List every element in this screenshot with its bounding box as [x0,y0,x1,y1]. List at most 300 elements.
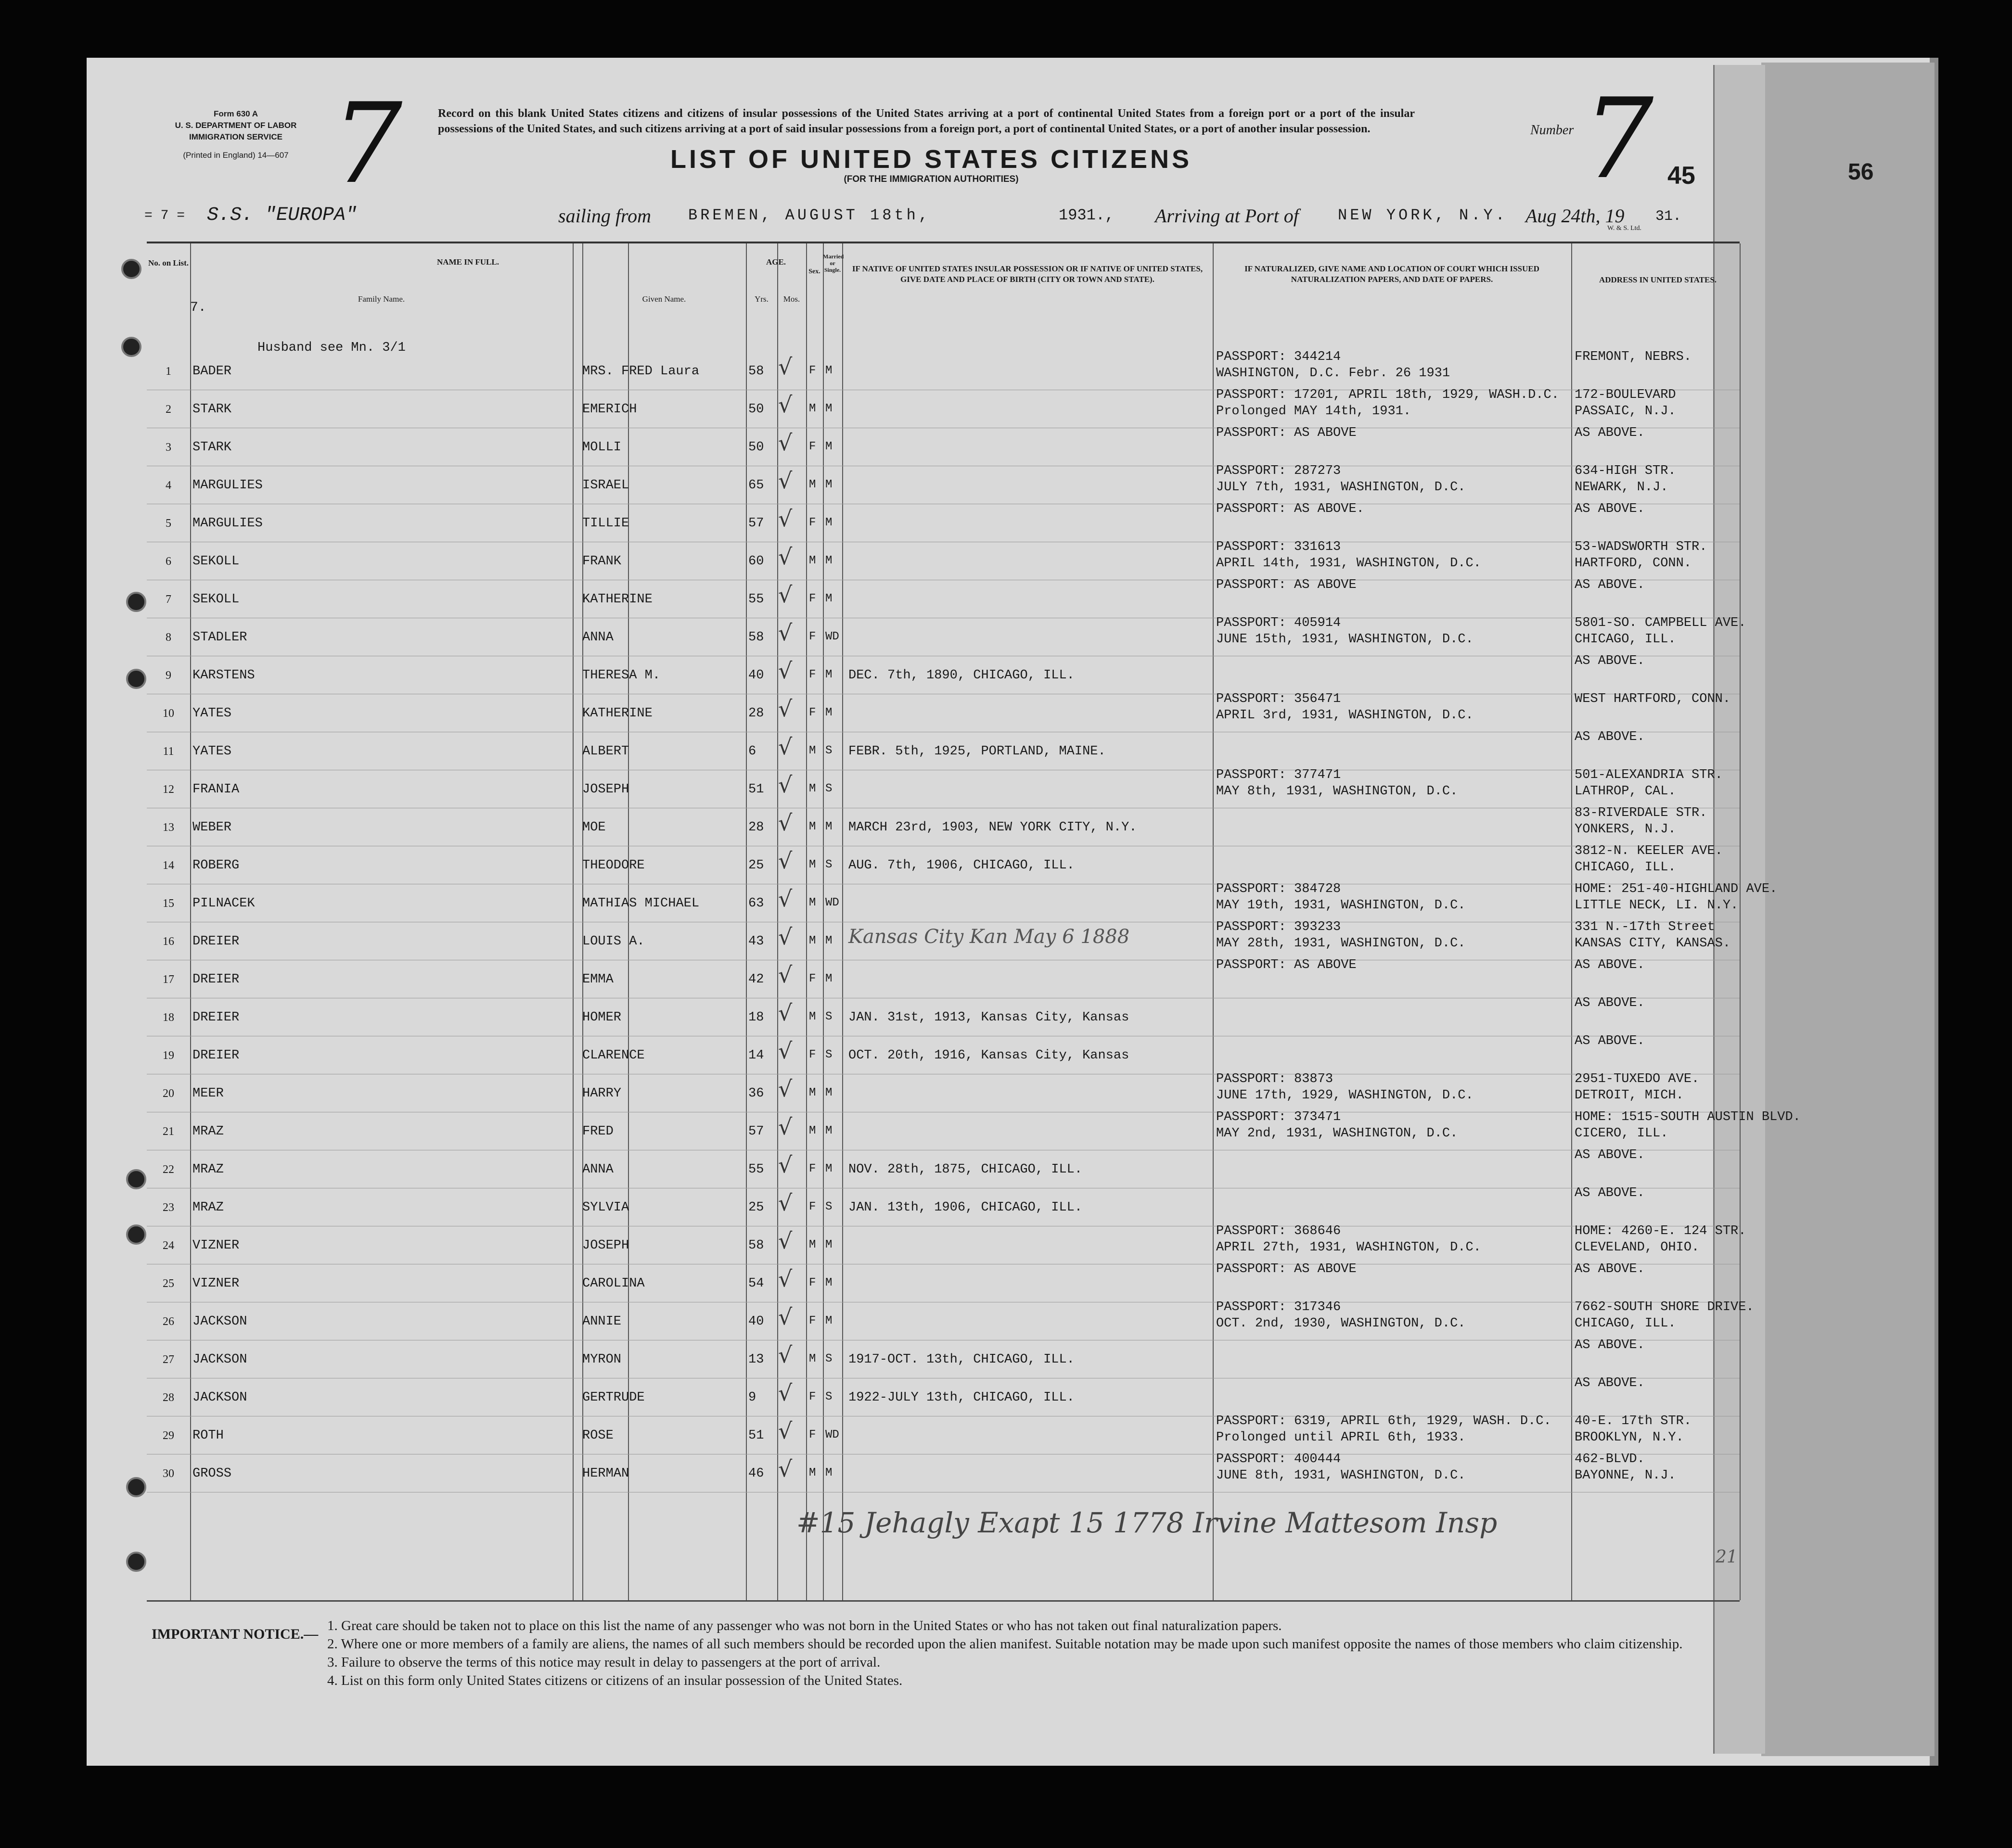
given-name: FRANK [582,554,622,569]
birth-info: Kansas City Kan May 6 1888 [848,926,1130,948]
birth-info: FEBR. 5th, 1925, PORTLAND, MAINE. [848,744,1106,759]
given-name: GERTRUDE [582,1390,645,1405]
checkmark-icon: √ [778,392,793,418]
age-years: 9 [748,1390,756,1405]
age-years: 6 [748,744,756,759]
family-name: MRAZ [192,1124,224,1139]
address-line-2: CHICAGO, ILL. [1575,1316,1676,1331]
birth-info: 1922-JULY 13th, CHICAGO, ILL. [848,1390,1075,1405]
naturalization-line-2: WASHINGTON, D.C. Febr. 26 1931 [1216,366,1450,381]
checkmark-icon: √ [778,772,793,798]
sex: F [809,1276,816,1289]
age-years: 58 [748,364,764,379]
header-address: ADDRESS IN UNITED STATES. [1599,275,1717,284]
checkmark-icon: √ [778,1076,793,1102]
table-row [147,732,1740,770]
table-row [147,542,1740,580]
age-years: 54 [748,1276,764,1291]
marital-status: WD [825,896,839,909]
marital-status: M [825,1466,833,1479]
family-name: STARK [192,402,232,417]
address-line-2: YONKERS, N.J. [1575,822,1676,837]
age-years: 40 [748,668,764,683]
marital-status: M [825,516,833,529]
naturalization-line-2: APRIL 27th, 1931, WASHINGTON, D.C. [1216,1240,1481,1255]
address-line-1: 5801-SO. CAMPBELL AVE. [1575,616,1746,630]
punch-hole [126,669,146,689]
given-name: MOE [582,820,606,835]
age-years: 57 [748,1124,764,1139]
marital-status: S [825,782,833,795]
sailing-from-label: sailing from [558,205,651,227]
marital-status: M [825,440,833,453]
checkmark-icon: √ [778,1038,793,1064]
address-line-2: NEWARK, N.J. [1575,480,1668,495]
naturalization-line-2: Prolonged MAY 14th, 1931. [1216,404,1411,419]
marital-status: M [825,706,833,719]
age-years: 51 [748,782,764,797]
sex: M [809,1086,816,1099]
sex: M [809,1124,816,1137]
table-row [147,580,1740,618]
address-line-2: LITTLE NECK, LI. N.Y. [1575,898,1739,913]
row-number: 10 [163,707,174,720]
row-number: 13 [163,821,174,834]
naturalization-line-1: PASSPORT: AS ABOVE [1216,426,1357,440]
voyage-line [144,204,1708,233]
sex: M [809,858,816,871]
sex: M [809,1466,816,1479]
checkmark-icon: √ [778,734,793,760]
marital-status: M [825,1124,833,1137]
service: IMMIGRATION SERVICE [189,132,282,141]
header-age: AGE. [766,257,786,267]
checkmark-icon: √ [778,848,793,874]
punch-hole [126,1552,146,1572]
address-line-1: 53-WADSWORTH STR. [1575,540,1707,554]
naturalization-line-1: PASSPORT: AS ABOVE [1216,1262,1357,1276]
notice-item: 2. Where one or more members of a family are aliens, the names of all such members should be recorded upon the alien manifest. Suitable notation may be made upon such manifest opposite the names of those members who claim citizenship. [327,1636,1683,1652]
form-number: Form 630 A [214,109,258,118]
row-number: 26 [163,1315,174,1328]
birth-info: JAN. 31st, 1913, Kansas City, Kansas [848,1010,1129,1025]
checkmark-icon: √ [778,1228,793,1254]
given-name: KATHERINE [582,706,653,721]
stamp-56: 56 [1848,159,1874,185]
family-name: DREIER [192,972,240,987]
given-name: ROSE [582,1428,614,1443]
age-years: 58 [748,630,764,645]
age-years: 65 [748,478,764,493]
naturalization-line-1: PASSPORT: 384728 [1216,882,1341,896]
row-number: 14 [163,859,174,872]
address-line-2: KANSAS CITY, KANSAS. [1575,936,1731,951]
family-name: MARGULIES [192,516,263,531]
age-years: 14 [748,1048,764,1063]
family-name: BADER [192,364,232,379]
table-row [147,616,1746,656]
table-row [147,656,1740,694]
family-name: KARSTENS [192,668,255,683]
given-name: ISRAEL [582,478,629,493]
punch-hole [121,337,141,357]
address-line-1: 2951-TUXEDO AVE. [1575,1072,1700,1086]
table-row [147,1036,1740,1074]
list-mark-handwritten: 7 [332,80,403,208]
sex: F [809,630,816,643]
family-name: VIZNER [192,1238,240,1253]
marital-status: M [825,934,833,947]
checkmark-icon: √ [778,1000,793,1026]
punch-hole [126,1477,146,1497]
age-years: 57 [748,516,764,531]
naturalization-line-1: PASSPORT: 317346 [1216,1300,1341,1314]
naturalization-line-1: PASSPORT: AS ABOVE. [1216,502,1364,516]
sex: F [809,706,816,719]
address-line-2: DETROIT, MICH. [1575,1088,1684,1103]
sex: M [809,478,816,491]
age-years: 58 [748,1238,764,1253]
marital-status: M [825,1162,833,1175]
sex: F [809,1200,816,1213]
age-years: 60 [748,554,764,569]
row-number: 2 [166,403,171,416]
marital-status: S [825,1352,833,1365]
address-line-1: AS ABOVE. [1575,502,1645,516]
checkmark-icon: √ [778,696,793,722]
address-line-1: AS ABOVE. [1575,654,1645,668]
family-name: JACKSON [192,1314,247,1329]
naturalization-line-1: PASSPORT: 83873 [1216,1072,1333,1086]
given-name: CLARENCE [582,1048,645,1063]
birth-info: 1917-OCT. 13th, CHICAGO, ILL. [848,1352,1075,1367]
page-subtitle: (FOR THE IMMIGRATION AUTHORITIES) [844,174,1019,184]
row-number: 19 [163,1049,174,1062]
number-label: Number [1530,123,1574,138]
row-number: 9 [166,669,171,682]
table-row [147,1110,1801,1150]
address-line-2: LATHROP, CAL. [1575,784,1676,799]
marital-status: S [825,744,833,757]
marital-status: M [825,478,833,491]
row-number: 15 [163,897,174,910]
notice-list [327,1617,1723,1690]
row-number: 3 [166,441,171,454]
address-line-1: FREMONT, NEBRS. [1575,350,1692,364]
address-line-1: 172-BOULEVARD [1575,388,1676,402]
sex: F [809,516,816,529]
checkmark-icon: √ [778,658,793,684]
given-name: THEODORE [582,858,645,873]
stamp-45: 45 [1667,162,1695,190]
checkmark-icon: √ [778,544,793,570]
row-number: 28 [163,1391,174,1404]
address-line-1: AS ABOVE. [1575,578,1645,592]
given-name: EMERICH [582,402,637,417]
address-line-1: HOME: 4260-E. 124 STR. [1575,1224,1746,1238]
marital-status: S [825,1048,833,1061]
given-name: FRED [582,1124,614,1139]
table-row [147,1264,1740,1302]
family-name: DREIER [192,934,240,949]
punch-hole [126,1169,146,1189]
sex: M [809,934,816,947]
marital-status: S [825,1010,833,1023]
given-name: MYRON [582,1352,622,1367]
form-identifier [135,108,337,161]
address-line-2: CHICAGO, ILL. [1575,632,1676,647]
row-number: 22 [163,1163,174,1176]
sex: M [809,402,816,415]
marital-status: S [825,858,833,871]
family-name: MEER [192,1086,224,1101]
address-line-1: HOME: 1515-SOUTH AUSTIN BLVD. [1575,1110,1801,1124]
given-name: LOUIS A. [582,934,645,949]
given-name: ANNA [582,630,614,645]
table-row [147,1224,1746,1264]
family-name: STARK [192,440,232,455]
given-name: ANNA [582,1162,614,1177]
given-name: MATHIAS MICHAEL [582,896,700,911]
naturalization-line-2: JUNE 8th, 1931, WASHINGTON, D.C. [1216,1468,1466,1483]
sex: F [809,1048,816,1061]
age-years: 28 [748,820,764,835]
family-name: PILNACEK [192,896,255,911]
given-name: EMMA [582,972,614,987]
table-row [147,1378,1740,1416]
checkmark-icon: √ [778,1342,793,1368]
year-from: 1931., [1059,206,1115,224]
sex: F [809,1390,816,1403]
naturalization-line-1: PASSPORT: 377471 [1216,768,1341,782]
checkmark-icon: √ [778,430,793,456]
header-family: Family Name. [358,294,405,304]
address-line-2: CLEVELAND, OHIO. [1575,1240,1700,1255]
address-line-1: AS ABOVE. [1575,1186,1645,1200]
given-name: JOSEPH [582,1238,629,1253]
address-line-1: 331 N.-17th Street [1575,920,1715,934]
naturalization-line-2: APRIL 14th, 1931, WASHINGTON, D.C. [1216,556,1481,571]
checkmark-icon: √ [778,1190,793,1216]
given-name: ALBERT [582,744,629,759]
sex: M [809,782,816,795]
table-row [147,466,1740,504]
family-name: SEKOLL [192,592,240,607]
naturalization-line-1: PASSPORT: 373471 [1216,1110,1341,1124]
checkmark-icon: √ [778,468,793,494]
address-line-2: BAYONNE, N.J. [1575,1468,1676,1483]
table-row [147,1340,1740,1378]
given-name: CAROLINA [582,1276,645,1291]
table-row [147,770,1740,808]
naturalization-line-1: PASSPORT: 368646 [1216,1224,1341,1238]
table-row [147,882,1778,922]
age-years: 55 [748,1162,764,1177]
table-row [147,960,1740,998]
marital-status: M [825,668,833,681]
checkmark-icon: √ [778,1266,793,1292]
naturalization-line-1: PASSPORT: 331613 [1216,540,1341,554]
notice-item: 4. List on this form only United States citizens or citizens of an insular possession of the United States. [327,1673,903,1688]
given-name: MOLLI [582,440,622,455]
row-number: 18 [163,1011,174,1024]
table-row [147,998,1740,1036]
row-number: 29 [163,1429,174,1442]
page-title: LIST OF UNITED STATES CITIZENS [670,145,1192,174]
table-row [147,1300,1754,1340]
given-name: JOSEPH [582,782,629,797]
age-years: 36 [748,1086,764,1101]
family-name: GROSS [192,1466,232,1481]
family-name: MARGULIES [192,478,263,493]
birth-info: OCT. 20th, 1916, Kansas City, Kansas [848,1048,1129,1063]
checkmark-icon: √ [778,620,793,646]
sex: F [809,1162,816,1175]
checkmark-icon: √ [778,506,793,532]
given-name: THERESA M. [582,668,661,683]
address-line-1: 3812-N. KEELER AVE. [1575,844,1723,858]
checkmark-icon: √ [778,1380,793,1406]
address-line-1: WEST HARTFORD, CONN. [1575,692,1731,706]
punch-hole [126,1224,146,1245]
family-name: JACKSON [192,1390,247,1405]
table-row [147,694,1740,732]
header-given: Given Name. [642,294,686,304]
address-line-1: AS ABOVE. [1575,1034,1645,1048]
row-number: 27 [163,1353,174,1366]
naturalization-line-2: JULY 7th, 1931, WASHINGTON, D.C. [1216,480,1466,495]
naturalization-line-1: PASSPORT: AS ABOVE [1216,958,1357,972]
age-years: 25 [748,1200,764,1215]
age-years: 25 [748,858,764,873]
age-years: 50 [748,440,764,455]
birth-info: DEC. 7th, 1890, CHICAGO, ILL. [848,668,1075,683]
address-line-1: AS ABOVE. [1575,958,1645,972]
port-to: NEW YORK, N.Y. [1338,206,1508,224]
sex: F [809,972,816,985]
sex: F [809,668,816,681]
naturalization-line-1: PASSPORT: 405914 [1216,616,1341,630]
address-line-1: AS ABOVE. [1575,730,1645,744]
age-years: 43 [748,934,764,949]
notice-item: 1. Great care should be taken not to place on this list the name of any passenger who was not born in the United States or who has not taken out final naturalization papers. [327,1618,1282,1633]
header-name-in-full: NAME IN FULL. [437,257,499,267]
naturalization-line-2: MAY 8th, 1931, WASHINGTON, D.C. [1216,784,1458,799]
header-naturalized: IF NATURALIZED, GIVE NAME AND LOCATION OF COURT WHICH ISSUED NATURALIZATION PAPERS, AND DATE OF PAPERS. [1244,264,1539,284]
birth-info: JAN. 13th, 1906, CHICAGO, ILL. [848,1200,1083,1215]
family-name: MRAZ [192,1162,224,1177]
row-number: 25 [163,1277,174,1290]
page-edge-strip [1761,63,1935,1756]
marital-status: M [825,364,833,377]
family-name: DREIER [192,1048,240,1063]
naturalization-line-2: OCT. 2nd, 1930, WASHINGTON, D.C. [1216,1316,1466,1331]
bottom-handwritten-signature: #15 Jehagly Exapt 15 1778 Irvine Mattesom Insp [796,1506,1498,1539]
address-line-1: AS ABOVE. [1575,1338,1645,1352]
birth-info: AUG. 7th, 1906, CHICAGO, ILL. [848,858,1075,873]
age-years: 55 [748,592,764,607]
table-row [147,1150,1740,1188]
header-yrs: Yrs. [755,294,769,304]
family-name: SEKOLL [192,554,240,569]
table-row [147,1188,1740,1226]
row-number: 23 [163,1201,174,1214]
naturalization-line-1: PASSPORT: 344214 [1216,350,1341,364]
sex: F [809,592,816,605]
address-line-1: AS ABOVE. [1575,426,1645,440]
notice-item: 3. Failure to observe the terms of this notice may result in delay to passengers at the port of arrival. [327,1655,881,1670]
given-name: ANNIE [582,1314,622,1329]
sex: M [809,1352,816,1365]
address-line-1: HOME: 251-40-HIGHLAND AVE. [1575,882,1778,896]
marital-status: M [825,1314,833,1327]
row-number: 7 [166,593,171,606]
naturalization-line-2: MAY 2nd, 1931, WASHINGTON, D.C. [1216,1126,1458,1141]
marital-status: M [825,820,833,833]
sex: F [809,440,816,453]
checkmark-icon: √ [778,810,793,836]
address-line-1: 7662-SOUTH SHORE DRIVE. [1575,1300,1754,1314]
printer-mark: W. & S. Ltd. [1607,225,1642,232]
naturalization-line-1: PASSPORT: 393233 [1216,920,1341,934]
address-line-1: AS ABOVE. [1575,1262,1645,1276]
checkmark-icon: √ [778,924,793,950]
address-line-1: 83-RIVERDALE STR. [1575,806,1707,820]
row-number: 6 [166,555,171,568]
naturalization-line-1: PASSPORT: AS ABOVE [1216,578,1357,592]
birth-info: MARCH 23rd, 1903, NEW YORK CITY, N.Y. [848,820,1137,835]
checkmark-icon: √ [778,1418,793,1444]
family-name: STADLER [192,630,247,645]
row-number: 5 [166,517,171,530]
checkmark-icon: √ [778,1456,793,1482]
marital-status: S [825,1390,833,1403]
sex: M [809,1010,816,1023]
row-number: 21 [163,1125,174,1138]
port-from: BREMEN, AUGUST 18th, [688,206,931,224]
family-name: JACKSON [192,1352,247,1367]
header-mos: Mos. [783,294,800,304]
address-line-1: 501-ALEXANDRIA STR. [1575,768,1723,782]
header-no: No. on List. [148,258,189,268]
given-name: KATHERINE [582,592,653,607]
marital-status: M [825,972,833,985]
sex: F [809,1428,816,1441]
table-row [147,352,1740,390]
marital-status: M [825,592,833,605]
printed-note: (Printed in England) 14—607 [183,151,289,160]
family-name: ROTH [192,1428,224,1443]
family-name: MRAZ [192,1200,224,1215]
checkmark-icon: √ [778,962,793,988]
address-line-1: 40-E. 17th STR. [1575,1414,1692,1428]
family-name: YATES [192,706,232,721]
family-name: ROBERG [192,858,240,873]
row-number: 11 [163,745,174,758]
header-married: Married or Single. [823,253,844,273]
row-number: 12 [163,783,174,796]
table-row [147,1416,1740,1454]
marital-status: M [825,554,833,567]
table-row [147,1074,1740,1112]
given-name: SYLVIA [582,1200,629,1215]
intro-text: Record on this blank United States citizens and citizens of insular possessions of the United States arriving at a port of continental United States from a foreign port or a port of the insular possessions of the United States, and such citizens arriving at a port of said insular possessions from a foreign port, a port of continental United States, or a port of another insular possession. [438,107,1415,135]
notice-heading: IMPORTANT NOTICE.— [152,1626,319,1642]
sex: M [809,554,816,567]
marital-status: S [825,1200,833,1213]
row-number: 20 [163,1087,174,1100]
given-name: MRS. FRED Laura [582,364,700,379]
